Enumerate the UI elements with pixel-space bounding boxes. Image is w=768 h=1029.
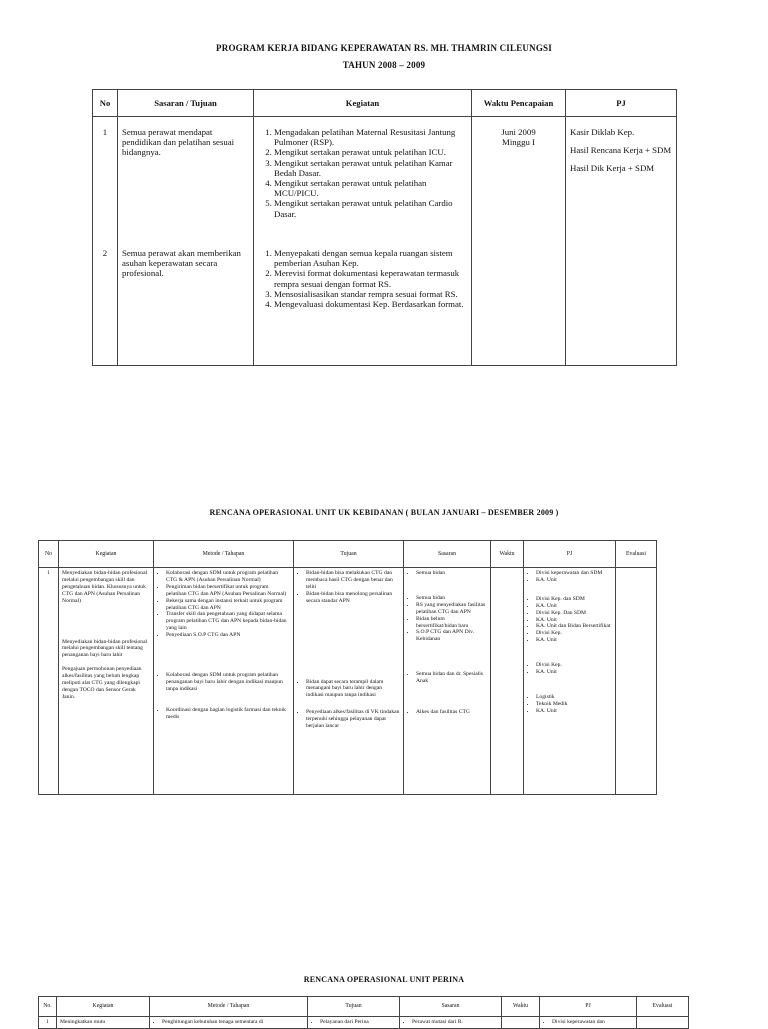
metode-cell [154, 568, 294, 795]
header-cell: PJ [540, 997, 637, 1017]
list-item: • KA. Unit [536, 617, 612, 624]
list-item: 4. Mengevaluasi dokumentasi Kep. Berdasarkan format. [274, 299, 467, 309]
evaluasi-cell [637, 1017, 689, 1029]
list-item: • Teknik Medik [536, 701, 612, 708]
list-item: 3. Mengikut sertakan perawat untuk pelatihan Kamar Bedah Dasar. [274, 158, 467, 178]
header-cell: Sasaran [400, 997, 502, 1017]
header-cell: Kegiatan [57, 997, 150, 1017]
list-item: • KA. Unit [536, 603, 612, 610]
pj-cell [540, 1017, 637, 1029]
header-cell: Waktu [491, 541, 524, 568]
table-row [39, 568, 657, 795]
section-title: RENCANA OPERASIONAL UNIT PERINA [303, 975, 465, 984]
list-item: • Penghitungan kebutuhan tenaga sementara di [162, 1019, 304, 1026]
list-item: • Bidan belum bersertifikat/bidan baru [416, 616, 487, 630]
header-cell: No [39, 541, 59, 568]
header-cell: Metode / Tahapan [150, 997, 308, 1017]
doc-subtitle: TAHUN 2008 – 2009 [342, 60, 426, 70]
list-item: • Kolaborasi dengan SDM untuk program pelatihan penanganan bayi baru lahir dengan indikasi maupun tanpa indikasi [166, 672, 290, 693]
list-item: • KA. Unit [536, 577, 612, 584]
header-cell: Kegiatan [59, 541, 154, 568]
list-item: • Penyediaan alkes/fasilitas di VK tindakan terpenuhi sehingga pelayanan dapat berjalan lancar [306, 709, 400, 730]
pj-cell [566, 117, 677, 243]
list-item: • Bidan dapat secara terampil dalam menangani bayi baru lahir dengan indikasi maupun tanpa indikasi [306, 679, 400, 700]
doc-title: PROGRAM KERJA BIDANG KEPERAWATAN RS. MH. THAMRIN CILEUNGSI [216, 43, 552, 53]
list-item: • Bidan-bidan bisa melakukan CTG dan membaca hasil CTG dengan benar dan teliti [306, 570, 400, 591]
list-item: 1. Mengadakan pelatihan Maternal Resusitasi Jantung Pulmoner (RSP). [274, 127, 467, 147]
list-item: • Perawat mutasi dari R. [412, 1019, 498, 1026]
waktu-cell [491, 568, 524, 795]
list-item: • Divisi Kep. Dan SDM [536, 610, 612, 617]
header-cell: Tujuan [294, 541, 404, 568]
list-item: • RS yang menyediakan fasilitas pelatihan CTG dan APN [416, 602, 487, 616]
waktu-cell [502, 1017, 540, 1029]
table-header-row [39, 541, 657, 568]
list-item: 1. Menyepakati dengan semua kepala ruangan sistem pemberian Asuhan Kep. [274, 248, 467, 268]
header-cell: Evaluasi [637, 997, 689, 1017]
sasaran-cell [400, 1017, 502, 1029]
row-number: 1 [39, 1017, 57, 1029]
list-item: • Divisi keperawatan dan [552, 1019, 633, 1026]
list-item: • KA. Unit [536, 669, 612, 676]
header-cell: Sasaran / Tujuan [118, 90, 254, 117]
header-cell: Waktu [502, 997, 540, 1017]
kegiatan-cell [254, 242, 472, 366]
list-item: • Bidan-bidan bisa menolong persalinan secara standar APN [306, 591, 400, 605]
list-item: • KA. Unit [536, 708, 612, 715]
list-item: • Alkes dan fasilitas CTG [416, 709, 487, 716]
list-item: • Pelayanan dari Perina [320, 1019, 396, 1026]
row-number: 1 [39, 568, 59, 795]
sasaran-cell [404, 568, 491, 795]
kegiatan-text: Menyediakan bidan-bidan profesional melalui pengembangan skill dan pengetahuan bidan. Khususnya untuk CTG dan APN (Asuhan Persalinan Normal) [62, 570, 148, 604]
table-row [93, 242, 677, 366]
tujuan-cell [294, 568, 404, 795]
header-cell: Kegiatan [254, 90, 472, 117]
pj-cell [566, 242, 677, 366]
list-item: • Bekerja sama dengan instansi terkait untuk program pelatihan CTG dan APN [166, 598, 290, 612]
list-item: 4. Mengikut sertakan perawat untuk pelatihan MCU/PICU. [274, 178, 467, 198]
kegiatan-text: Menyediakan bidan-bidan profesional melalui pengembangan skill tentang penanganan bayi baru lahir [62, 638, 148, 659]
list-item: • Semua bidan [416, 595, 487, 602]
list-item: • Divisi keperawatan dan SDM [536, 570, 612, 577]
list-item: • Logistik [536, 694, 612, 701]
header-cell: PJ [566, 90, 677, 117]
waktu-cell: Juni 2009 Minggu I [472, 117, 566, 243]
header-cell: No [93, 90, 118, 117]
list-item: • Penyediaan S.O.P CTG dan APN [166, 632, 290, 639]
rencana-kebidanan-table [38, 540, 657, 795]
list-item: 3. Mensosialisasikan standar rempra sesuai format RS. [274, 289, 467, 299]
table-header-row [39, 997, 689, 1017]
row-number: 2 [93, 242, 118, 366]
program-kerja-table [92, 89, 677, 366]
list-item: • Pengiriman bidan bersertifikat untuk program pelatihan CTG dan APN (Asuhan Persalinan Normal) [166, 584, 290, 598]
row-number: 1 [93, 117, 118, 243]
sasaran-cell: Semua perawat mendapat pendidikan dan pelatihan sesuai bidangnya. [118, 117, 254, 243]
list-item: • Transfer skill dan pengetahuan yang didapat selama program pelatihan CTG dan APN kepada bidan-bidan yang lain [166, 611, 290, 632]
header-cell: Tujuan [308, 997, 400, 1017]
list-item: • Semua bidan [416, 570, 487, 577]
tujuan-cell [308, 1017, 400, 1029]
table-header-row [93, 90, 677, 117]
header-cell: PJ [524, 541, 616, 568]
pj-line: Hasil Rencana Kerja + SDM [570, 145, 672, 156]
pj-cell [524, 568, 616, 795]
pj-line: Kasir Diklab Kep. [570, 127, 635, 137]
header-cell: Metode / Tahapan [154, 541, 294, 568]
list-item: • Kolaborasi dengan SDM untuk program pelatihan CTG & APN (Asuhan Persalinan Normal) [166, 570, 290, 584]
kegiatan-cell: Meningkatkan mutu [57, 1017, 150, 1029]
waktu-cell [472, 242, 566, 366]
header-cell: Sasaran [404, 541, 491, 568]
kegiatan-text: Pengajuan permohonan penyediaan alkes/fasilitas yang belum lengkap meliputi alat CTG yang dilengkapi dengan TOCO dan Sensor Gerak Janin. [62, 666, 142, 700]
list-item: 2. Merevisi format dokumentasi keperawatan termasuk rempra sesuai dengan format RS. [274, 268, 467, 288]
kegiatan-cell [59, 568, 154, 795]
table-row [93, 117, 677, 243]
list-item: • Divisi Kep. [536, 630, 612, 637]
list-item: • Koordinasi dengan bagian logistik farmasi dan teknik medis [166, 707, 290, 721]
kegiatan-cell [254, 117, 472, 243]
list-item: • Semua bidan dan dr. Spesialis Anak [416, 671, 487, 685]
list-item: • Divisi Kep. [536, 662, 612, 669]
metode-cell [150, 1017, 308, 1029]
list-item: • KA. Unit [536, 637, 612, 644]
header-cell: Waktu Pencapaian [472, 90, 566, 117]
list-item: 5. Mengikut sertakan perawat untuk pelatihan Cardio Dasar. [274, 198, 467, 218]
list-item: • S.O.P CTG dan APN Div. Kebidanan [416, 629, 487, 643]
list-item: 2. Mengikut sertakan perawat untuk pelatihan ICU. [274, 147, 467, 157]
header-cell: Evaluasi [616, 541, 657, 568]
section-title: RENCANA OPERASIONAL UNIT UK KEBIDANAN ( BULAN JANUARI – DESEMBER 2009 ) [209, 508, 559, 517]
sasaran-cell: Semua perawat akan memberikan asuhan keperawatan secara profesional. [118, 242, 254, 366]
list-item: • KA. Unit dan Bidan Bersertifikat [536, 623, 612, 630]
list-item: • Divisi Kep. dan SDM [536, 596, 612, 603]
table-row [39, 1017, 689, 1029]
evaluasi-cell [616, 568, 657, 795]
header-cell: No. [39, 997, 57, 1017]
pj-line: Hasil Dik Kerja + SDM [570, 163, 655, 174]
